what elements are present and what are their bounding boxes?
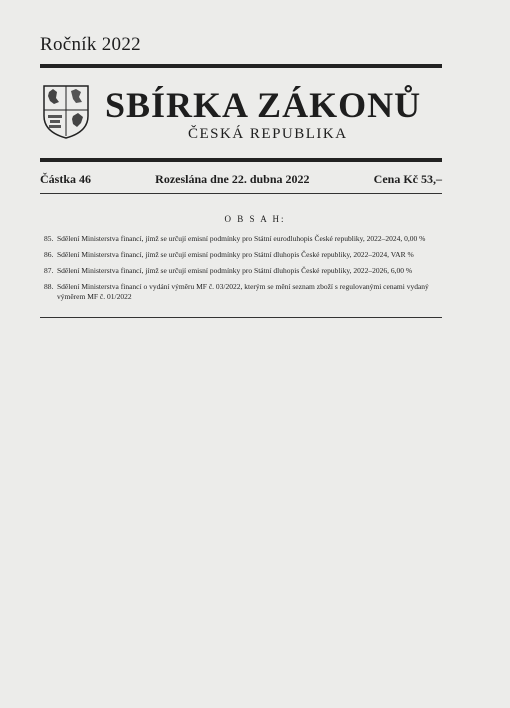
contents-item: [44, 250, 442, 260]
header-bottom-rule: [40, 158, 442, 162]
top-rule: [40, 64, 442, 68]
publication-subtitle: ČESKÁ REPUBLIKA: [188, 126, 348, 142]
item-number: 85.: [44, 234, 54, 243]
item-text: Sdělení Ministerstva financí, jímž se určují emisní podmínky pro Státní eurodluhopis České republiky, 2022–2024, 0,00 %: [57, 234, 426, 243]
meta-rule: [40, 193, 442, 194]
contents-list: [44, 234, 442, 308]
contents-bottom-rule: [40, 317, 442, 318]
item-number: 86.: [44, 250, 54, 259]
item-text: Sdělení Ministerstva financí, jímž se určují emisní podmínky pro Státní dluhopis České republiky, 2022–2024, VAR %: [57, 250, 414, 259]
item-text: Sdělení Ministerstva financí o vydání výměru MF č. 03/2022, kterým se mění seznam zboží s regulovanými cenami vydaný výměrem MF č. 01/2022: [57, 282, 429, 301]
publication-title: SBÍRKA ZÁKONŮ: [105, 85, 422, 125]
issue-meta: [40, 172, 442, 187]
item-number: 88.: [44, 282, 54, 291]
contents-heading: O B S A H:: [224, 214, 286, 224]
issue-price: Cena Kč 53,–: [373, 172, 442, 186]
contents-item: [44, 234, 442, 244]
czech-coat-of-arms-icon: [40, 82, 92, 140]
item-number: 87.: [44, 266, 54, 275]
issue-sent-date: Rozeslána dne 22. dubna 2022: [155, 172, 310, 186]
item-text: Sdělení Ministerstva financí, jímž se určují emisní podmínky pro Státní dluhopis České republiky, 2022–2026, 6,00 %: [57, 266, 413, 275]
volume-year: Ročník 2022: [40, 34, 141, 55]
contents-item: [44, 282, 442, 302]
issue-part: Částka 46: [40, 172, 92, 186]
contents-item: [44, 266, 442, 276]
